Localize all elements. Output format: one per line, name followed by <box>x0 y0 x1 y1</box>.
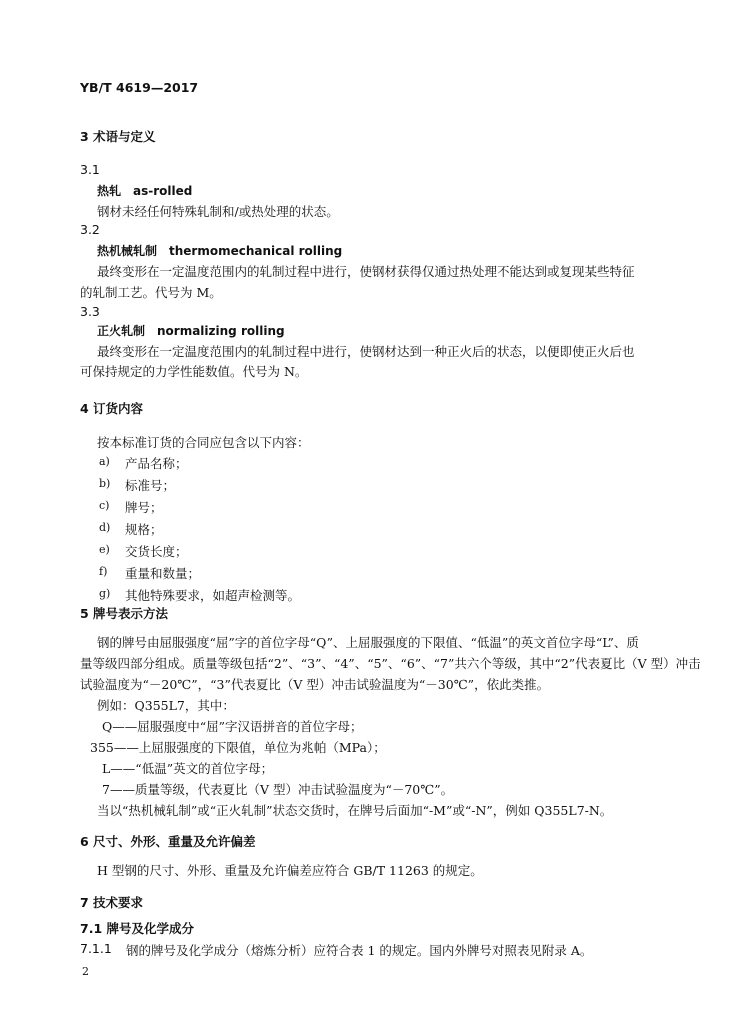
term-3-3-definition-line1: 最终变形在一定温度范围内的轧制过程中进行，使钢材达到一种正火后的状态，以便即使正火后也 <box>97 344 635 359</box>
list-item: 交货长度； <box>125 544 188 559</box>
term-3-2-name: 热机械轧制 thermomechanical rolling <box>97 244 343 258</box>
term-3-3-name: 正火轧制 normalizing rolling <box>97 324 285 338</box>
term-3-3-number: 3.3 <box>80 304 100 319</box>
section-3-title: 3 术语与定义 <box>80 129 156 144</box>
page-number: 2 <box>82 965 89 978</box>
term-3-1-name: 热轧 as-rolled <box>97 184 193 198</box>
clause-7-1-1-number: 7.1.1 <box>80 941 112 956</box>
term-3-2-definition-line2: 的轧制工艺。代号为 M。 <box>80 285 222 300</box>
term-3-1-definition: 钢材未经任何特殊轧制和/或热处理的状态。 <box>97 204 339 219</box>
section-5-title: 5 牌号表示方法 <box>80 606 169 621</box>
section-6-title: 6 尺寸、外形、重量及允许偏差 <box>80 834 256 849</box>
section-5-paragraph-line1: 钢的牌号由屈服强度“屈”字的首位字母“Q”、上屈服强度的下限值、“低温”的英文首位字母“L”、质 <box>97 635 639 650</box>
list-item-mark: f) <box>99 565 108 578</box>
section-5-paragraph-line3: 试验温度为“－20℃”，“3”代表夏比（V 型）冲击试验温度为“－30℃”，依此类推。 <box>80 677 550 692</box>
section-5-delivery-note: 当以“热机械轧制”或“正火轧制”状态交货时，在牌号后面加“-M”或“-N”，例如 Q355L7-N。 <box>97 803 613 818</box>
list-item-mark: c) <box>99 499 110 512</box>
example-line-q: Q——屈服强度中“屈”字汉语拼音的首位字母； <box>102 719 363 734</box>
list-item: 规格； <box>125 522 163 537</box>
term-3-2-number: 3.2 <box>80 222 100 237</box>
example-line-7: 7——质量等级，代表夏比（V 型）冲击试验温度为“－70℃”。 <box>102 782 454 797</box>
section-7-title: 7 技术要求 <box>80 895 144 910</box>
term-3-1-number: 3.1 <box>80 162 100 177</box>
list-item-mark: d) <box>99 521 111 534</box>
list-item-mark: b) <box>99 477 111 490</box>
list-item: 其他特殊要求，如超声检测等。 <box>125 588 301 603</box>
clause-7-1-1-text: 钢的牌号及化学成分（熔炼分析）应符合表 1 的规定。国内外牌号对照表见附录 A。 <box>126 943 593 958</box>
list-item-mark: g) <box>99 587 111 600</box>
term-3-3-definition-line2: 可保持规定的力学性能数值。代号为 N。 <box>80 364 308 379</box>
list-item: 标准号； <box>125 478 176 493</box>
list-item: 产品名称； <box>125 456 188 471</box>
list-item-mark: e) <box>99 543 110 556</box>
standard-code: YB/T 4619—2017 <box>80 80 199 95</box>
list-item: 重量和数量； <box>125 566 201 581</box>
example-line-l: L——“低温”英文的首位字母； <box>102 761 274 776</box>
section-6-paragraph: H 型钢的尺寸、外形、重量及允许偏差应符合 GB/T 11263 的规定。 <box>97 863 483 878</box>
subsection-7-1-title: 7.1 牌号及化学成分 <box>80 921 194 936</box>
section-4-intro: 按本标准订货的合同应包含以下内容： <box>97 435 310 450</box>
section-5-paragraph-line2: 量等级四部分组成。质量等级包括“2”、“3”、“4”、“5”、“6”、“7”共六个等级，其中“2”代表夏比（V 型）冲击 <box>80 656 701 671</box>
term-3-2-definition-line1: 最终变形在一定温度范围内的轧制过程中进行，使钢材获得仅通过热处理不能达到或复现某些特征 <box>97 264 635 279</box>
section-4-title: 4 订货内容 <box>80 401 144 416</box>
list-item-mark: a) <box>99 455 110 468</box>
example-line-355: 355——上屈服强度的下限值，单位为兆帕（MPa）； <box>90 740 386 755</box>
example-intro: 例如：Q355L7，其中： <box>97 698 235 713</box>
list-item: 牌号； <box>125 500 163 515</box>
